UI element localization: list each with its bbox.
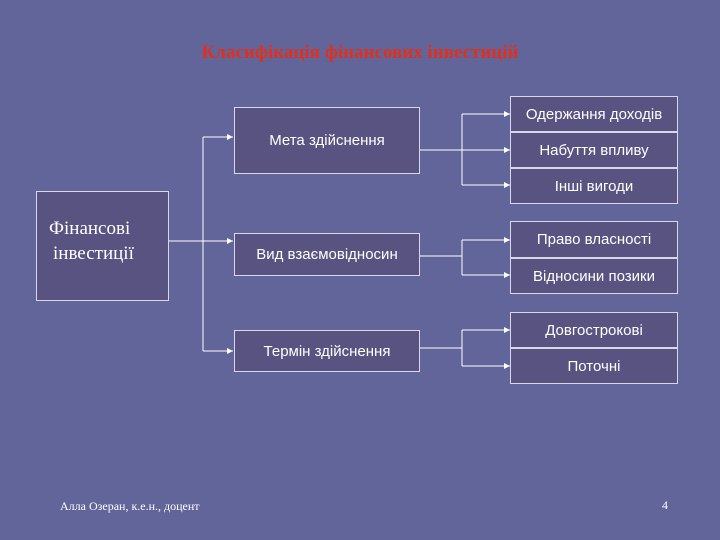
leaf-label: Одержання доходів (525, 105, 663, 123)
footer-author: Алла Озеран, к.е.н., доцент (60, 499, 200, 513)
leaf-label: Набуття впливу (539, 141, 649, 159)
leaf-label: Відносини позики (533, 267, 655, 285)
leaf-node (510, 348, 678, 384)
leaf-label: Право власності (536, 231, 652, 248)
leaf-node (510, 258, 678, 294)
root-label-line2: інвестиції (53, 243, 134, 264)
category-node-relationship (234, 233, 420, 276)
leaf-label: Інші вигоди (554, 177, 634, 195)
category-node-purpose (234, 107, 420, 174)
leaf-node (510, 96, 678, 132)
leaf-label: Довгострокові (545, 321, 643, 339)
leaf-node (510, 168, 678, 204)
root-label-line1: Фінансові (49, 218, 131, 240)
leaf-node (510, 132, 678, 168)
slide-title: Класифікація фінансових інвестицій (201, 42, 519, 63)
page-number: 4 (662, 498, 668, 512)
root-node (36, 191, 169, 301)
category-label: Мета здійснення (269, 132, 385, 149)
leaf-label: Поточні (567, 357, 621, 375)
category-node-term (234, 330, 420, 372)
leaf-node (510, 312, 678, 348)
leaf-node (510, 221, 678, 258)
category-label: Вид взаємовідносин (256, 246, 398, 263)
category-label: Термін здійснення (263, 342, 391, 360)
